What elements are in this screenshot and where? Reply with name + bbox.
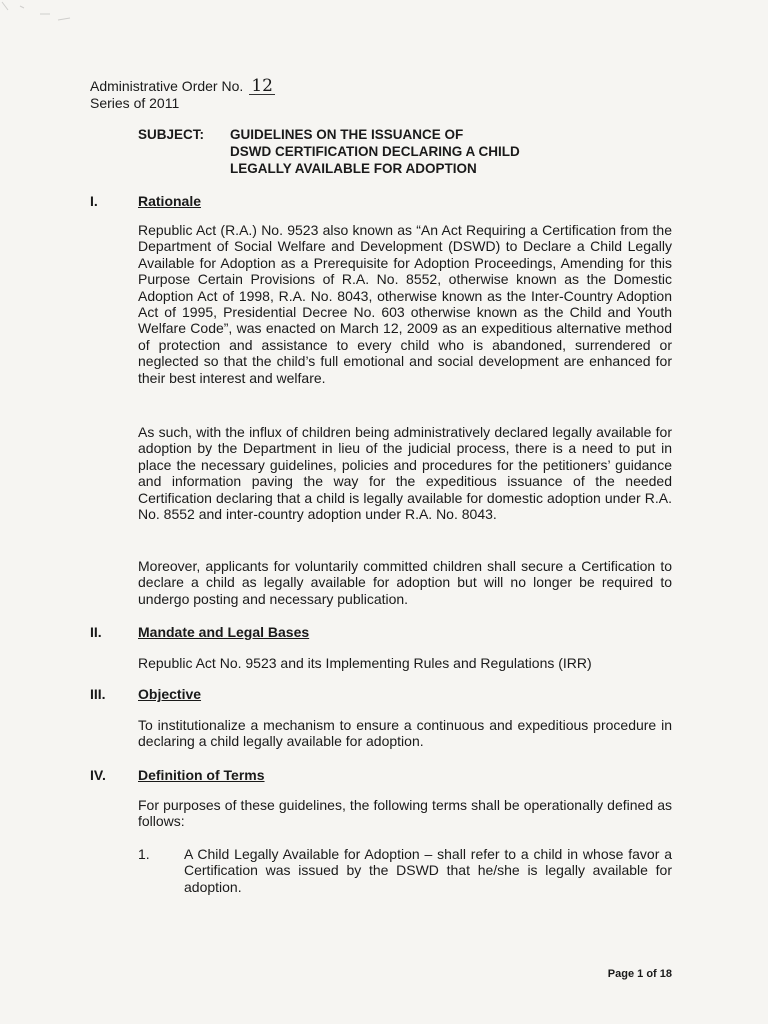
section-title: Definition of Terms	[138, 767, 265, 783]
subject-line-1: GUIDELINES ON THE ISSUANCE OF	[230, 127, 464, 142]
section-heading-objective	[90, 686, 201, 702]
series-year: Series of 2011	[90, 95, 180, 111]
section-title: Objective	[138, 686, 202, 702]
subject-block	[138, 126, 520, 177]
subject-line-3: LEGALLY AVAILABLE FOR ADOPTION	[230, 161, 477, 176]
list-item-text: A Child Legally Available for Adoption – shall refer to a child in whose favor a Certification was issued by the DSWD that he/she is legally available for adoption.	[184, 846, 672, 895]
section-heading-definitions	[90, 767, 265, 783]
subject-label: SUBJECT:	[138, 127, 205, 142]
order-label: Administrative Order No.	[90, 78, 244, 94]
list-item	[138, 846, 672, 895]
paragraph: To institutionalize a mechanism to ensure a continuous and expeditious procedure in declaring a child legally available for adoption.	[138, 717, 672, 750]
section-title: Rationale	[138, 193, 202, 209]
list-item-number: 1.	[138, 846, 150, 862]
paragraph: Moreover, applicants for voluntarily committed children shall secure a Certification to declare a child as legally available for adoption but will no longer be required to undergo posting and necessary publication.	[138, 558, 672, 607]
section-title: Mandate and Legal Bases	[138, 624, 310, 640]
section-number: III.	[90, 686, 106, 702]
paragraph: Republic Act No. 9523 and its Implementing Rules and Regulations (IRR)	[138, 655, 592, 671]
paragraph: Republic Act (R.A.) No. 9523 also known as “An Act Requiring a Certification from the Department of Social Welfare and Development (DSWD) to Declare a Child Legally Available for Adoption as a Prerequisite for Adoption Proceedings, Amending for this Purpose Certain Provisions of R.A. No. 8552, otherwise known as the Domestic Adoption Act of 1998, R.A. No. 8043, otherwise known as the Inter-Country Adoption Act of 1995, Presidential Decree No. 603 otherwise known as the Child and Youth Welfare Code”, was enacted on March 12, 2009 as an expeditious alternative method of protection and assistance to every child who is abandoned, surrendered or neglected so that the child’s full emotional and social development are enhanced for their best interest and welfare.	[138, 222, 672, 386]
order-number: 12	[249, 79, 275, 95]
section-heading-rationale	[90, 193, 201, 209]
page-number: Page 1 of 18	[607, 968, 672, 980]
subject-line-2: DSWD CERTIFICATION DECLARING A CHILD	[230, 144, 520, 159]
section-number: IV.	[90, 767, 106, 783]
scan-artifact	[0, 0, 120, 40]
paragraph: As such, with the influx of children being administratively declared legally available for adoption by the Department in lieu of the judicial process, there is a need to put in place the necessary guidelines, policies and procedures for the petitioners’ guidance and information paving the way for the expeditious issuance of the needed Certification declaring that a child is legally available for domestic adoption under R.A. No. 8552 and inter-country adoption under R.A. No. 8043.	[138, 424, 672, 523]
order-header	[90, 78, 275, 112]
section-heading-mandate	[90, 624, 309, 640]
section-number: II.	[90, 624, 102, 640]
section-number: I.	[90, 193, 98, 209]
paragraph: For purposes of these guidelines, the following terms shall be operationally defined as follows:	[138, 797, 672, 830]
